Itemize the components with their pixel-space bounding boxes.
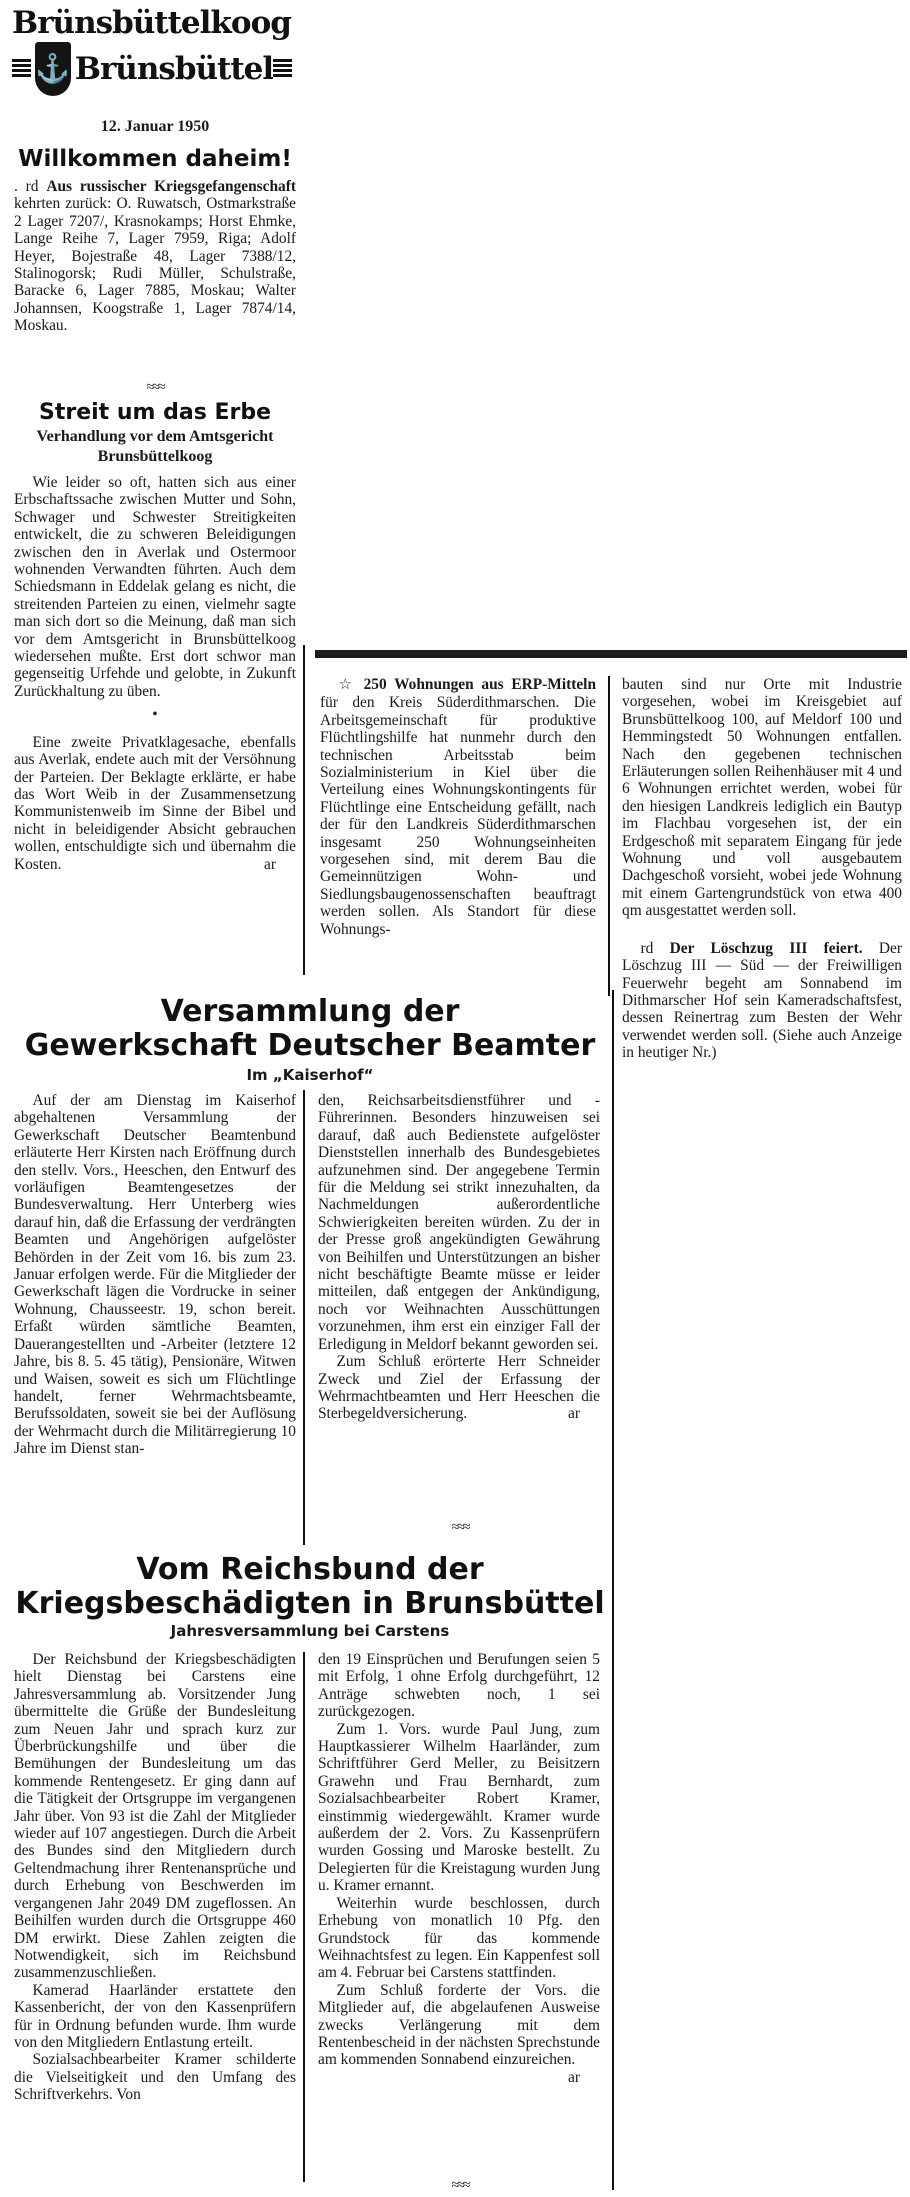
article-body: Der Löschzug III — Süd — der Freiwilligen Feuerwehr begeht am Sonnabend im Dithmarscher Hof sein Kameradschaftsfest, dessen Reinertrag zum Besten der Wehr verwendet werden soll. (Siehe auch Anzeige in heutiger Nr.): [622, 939, 903, 1062]
article-body: bauten sind nur Orte mit Industrie vorgesehen, wobei im Kreisgebiet auf Brunsbüttelkoog 100, auf Meldorf 100 und Hemmingstedt 50 Wohnungen entfallen. Nach den gegebenen technischen Erläuterungen sollen Reihenhäuser mit 4 und 6 Wohnungen errichtet werden, wobei für den hiesigen Landkreis lediglich ein Bautyp im Flachbau vorgesehen ist, der ein Erdgeschoß mit separatem Eingang für jede Wohnung und voll ausgebautem Dachgeschoß vorsieht, wobei jede Wohnung mit einem Gartengrundstück von etwa 400 qm ausgestattet werden soll.: [622, 676, 902, 920]
paragraph: [14, 734, 296, 873]
masthead: [12, 6, 292, 116]
wave-separator: ≈≈≈: [146, 380, 164, 395]
section-bar: [315, 650, 907, 658]
column-rule: [608, 676, 610, 996]
headline-line: Gewerkschaft Deutscher Beamter: [24, 1028, 596, 1063]
subheadline-versammlung: Im „Kaiserhof“: [246, 1066, 374, 1084]
byline-prefix: rd: [640, 939, 670, 957]
star-icon: ☆: [338, 677, 356, 693]
bullet-separator: •: [152, 706, 158, 724]
signature: ar: [264, 855, 276, 873]
banner-left-decoration: [12, 59, 31, 79]
paragraph: Sozialsachbearbeiter Kramer schilderte die Vielseitigkeit und den Umfang des Schriftverkehrs. Von: [14, 2051, 296, 2104]
paragraph: Der Reichsbund der Kriegsbeschädigten hielt Dienstag bei Carstens eine Jahresversammlung ab. Vorsitzender Jung übermittelte die Grüße der Bundesleitung zum Neuen Jahr und sprach kurz zur Überbrückungshilfe und über die Bemühungen der Bundesleitung um das kommende Rentengesetz. Er ging dann auf die Tätigkeit der Ortsgruppe im vergangenen Jahr über. Von 93 ist die Zahl der Mitglieder wieder auf 107 angestiegen. Durch die Arbeit des Bundes sind den Mitgliedern durch Geltendmachung ihrer Rentenansprüche und durch Erhebung von Beschwerden im vergangenen Jahr 2049 DM zugeflossen. An Beihilfen wurden durch die Ortsgruppe 460 DM erwirkt. Diese Zahlen zeigten die Notwendigkeit, sich im Reichsbund zusammenzuschließen.: [14, 1651, 296, 1982]
subheadline-streit: Verhandlung vor dem Amtsgericht Brunsbüttelkoog: [36, 428, 274, 465]
headline-willkommen: Willkommen daheim!: [18, 146, 292, 172]
subheadline-reichsbund: Jahresversammlung bei Carstens: [170, 1622, 450, 1640]
headline-streit: Streit um das Erbe: [39, 400, 271, 425]
masthead-subtitle: Brünsbüttel: [74, 51, 274, 87]
lead-bold: Der Löschzug III feiert.: [669, 939, 863, 957]
paragraph: Wie leider so oft, hatten sich aus einer Erbschaftssache zwischen Mutter und Sohn, Schwager und Schwester Streitigkeiten entwickelt, die zu schweren Beleidigungen zwischen den in Averlak und Ostermoor wohnenden Verwandten führten. Auch dem Schiedsmann in Eddelak gelang es nicht, die streitenden Parteien zu einen, vielmehr sagte man sich dort so die Meinung, daß man sich vor dem Amtsgericht in Brunsbüttelkoog wiedersehen mußte. Erst dort schwor man gegenseitig Urfehde und gelobte, in Zukunft Zurückhaltung zu üben.: [14, 474, 296, 700]
lead-bold: 250 Wohnungen aus ERP-Mitteln: [363, 676, 597, 693]
paragraph: Weiterhin wurde beschlossen, durch Erhebung von monatlich 10 Pfg. den Grundstock für das kommende Weihnachtsfest zu legen. Ein Kappenfest soll am 4. Februar bei Carstens stattfinden.: [318, 1894, 600, 1982]
paragraph: den 19 Einsprüchen und Berufungen seien 5 mit Erfolg, 1 ohne Erfolg durchgeführt, 12 Anträge schwebten noch, 1 sei zurückgezogen.: [318, 1651, 600, 1721]
lead-bold: Aus russischer Kriegsgefangenschaft: [46, 178, 296, 195]
article-versammlung-col2: [318, 1092, 600, 1423]
article-body: kehrten zurück: O. Ruwatsch, Ostmarkstraße 2 Lager 7207/, Krasnokamps; Horst Ehmke, Lange Reihe 7, Lager 7959, Riga; Adolf Heyer, Bojestraße 48, Lager 7388/12, Stalinogorsk; Rudi Müller, Schulstraße, Baracke 6, Lager 7885, Moskau; Walter Johannsen, Koogstraße 1, Lager 7874/14, Moskau.: [14, 195, 296, 335]
byline-prefix: . rd: [14, 178, 47, 195]
article-versammlung-col1: [14, 1092, 296, 1458]
issue-date: 12. Januar 1950: [100, 118, 210, 135]
paragraph: Zum 1. Vors. wurde Paul Jung, zum Hauptkassierer Wilhelm Haarländer, zum Schriftführer Gerd Meller, zu Beisitzern Grawehn und Frau Bernhardt, zum Sozialsachbearbeiter Robert Kramer, einstimmig wiedergewählt. Kramer wurde außerdem der 2. Vors. Zu Kassenprüfern wurden Gossing und Maroske bestellt. Zu Delegierten für die Kreistagung wurden Jung u. Kramer ernannt.: [318, 1720, 600, 1895]
headline-line: Kriegsbeschädigten in Brunsbüttel: [15, 1586, 605, 1621]
column-rule: [303, 1652, 305, 2182]
headline-reichsbund: [0, 1553, 620, 1621]
article-wohnungen-col1: [320, 676, 596, 938]
article-reichsbund-col1: [14, 1651, 296, 2104]
article-body: den, Reichsarbeitsdienstführer und -Führerinnen. Besonders hinzuweisen sei darauf, daß auch Bedienstete aufgelöster Dienststellen innerhalb des Bundesgebietes aufzunehmen sind. Der angegebene Termin für die Meldung sei strikt innezuhalten, da Nachmeldungen außerordentliche Schwierigkeiten bereiten würden. Zu der in der Presse groß angekündigten Gewährung von Beihilfen und Unterstützungen an bisher nicht beschäftigte Beamte müsse er leider mitteilen, daß entgegen der Ankündigung, noch vor Weihnachten Ausschüttungen vorzunehmen, ihm erst ein einziger Fall der Erledigung in Meldorf bekannt geworden sei.: [318, 1092, 600, 1353]
anchor-crest-icon: ⚓: [35, 42, 71, 96]
paragraph-text: Zum Schluß erörterte Herr Schneider Zweck und Ziel der Erfassung der Wehrmachtbeamten und Herr Heeschen die Sterbegeldversicherung.: [318, 1353, 600, 1423]
column-rule: [303, 645, 305, 975]
headline-versammlung: [0, 995, 620, 1063]
paragraph: Kamerad Haarländer erstattete den Kassenbericht, der von den Kassenprüfern für in Ordnung befunden wurde. Ihm wurde von den Mitgliedern Entlastung erteilt.: [14, 1981, 296, 2051]
banner-right-decoration: [273, 59, 292, 79]
article-wohnungen-col2: [622, 676, 902, 1062]
article-body: Auf der am Dienstag im Kaiserhof abgehaltenen Versammlung der Gewerkschaft Deutscher Beamtenbund erläuterte Herr Kirsten nach Eröffnung durch den stellv. Vors., Heeschen, den Entwurf des vorläufigen Beamtengesetzes der Bundesverwaltung. Herr Unterberg wies darauf hin, daß die Erfassung der verdrängten Beamten und Angehörigen aufgelöster Behörden in der Zeit vom 16. bis zum 23. Januar erfolgen werde. Für die Mitglieder der Gewerkschaft lägen die Vordrucke in seiner Wohnung, Chausseestr. 19, schon bereit. Erfaßt würden sämtliche Beamten, Dauerangestellten und -Arbeiter (letztere 12 Jahre, bis 8. 5. 45 tätig), Pensionäre, Witwen und Waisen, soweit es sich um Flüchtlinge handelt, ferner Wehrmachtsbeamte, Berufssoldaten, soweit sie bei der Auflösung der Wehrmacht durch die Militärregierung 10 Jahre im Dienst stan-: [14, 1092, 296, 1458]
masthead-title: Brünsbüttelkoog: [12, 5, 291, 41]
signature: ar: [568, 1405, 580, 1423]
paragraph-text: Eine zweite Privatklagesache, ebenfalls aus Averlak, endete auch mit der Versöhnung der Parteien. Der Beklagte erklärte, er habe das Wort Weib in der Zusammensetzung Kommunistenweib im Sinne der Bibel und nicht in beleidigender Absicht gebrauchen wollen, entschuldigte sich und übernahm die Kosten.: [14, 733, 296, 873]
article-body: für den Kreis Süderdithmarschen. Die Arbeitsgemeinschaft für produktive Flüchtlingshilfe hat nunmehr durch den technischen Arbeitsstab beim Sozialministerium in Kiel über die Verteilung eines Wohnungskontingents für Flüchtlinge eine Entscheidung gefällt, nach der für den Landkreis Süderdithmarschen insgesamt 250 Wohnungseinheiten vorgesehen sind, mit derem Bau die Gemeinnützigen Wohn- und Siedlungsbaugenossenschaften beauftragt werden sollen. Als Standort für diese Wohnungs-: [320, 694, 596, 938]
article-loeschzug: [622, 940, 902, 1062]
wave-separator: ≈≈≈: [451, 2178, 469, 2193]
paragraph: [318, 1353, 600, 1423]
article-willkommen: [14, 178, 296, 335]
article-reichsbund-col2: [318, 1651, 600, 2086]
headline-line: Vom Reichsbund der: [136, 1552, 484, 1587]
headline-line: Versammlung der: [160, 994, 460, 1029]
paragraph-text: Zum Schluß forderte der Vors. die Mitglieder auf, die abgelaufenen Ausweise zwecks Verlängerung mit dem Rentenbescheid in der nächsten Sprechstunde am kommenden Sonnabend einzureichen.: [318, 1981, 600, 2069]
column-rule: [303, 1090, 305, 1545]
paragraph: [318, 1982, 600, 2086]
wave-separator: ≈≈≈: [451, 1520, 469, 1535]
signature: ar: [568, 2068, 580, 2086]
article-streit: [14, 474, 296, 873]
